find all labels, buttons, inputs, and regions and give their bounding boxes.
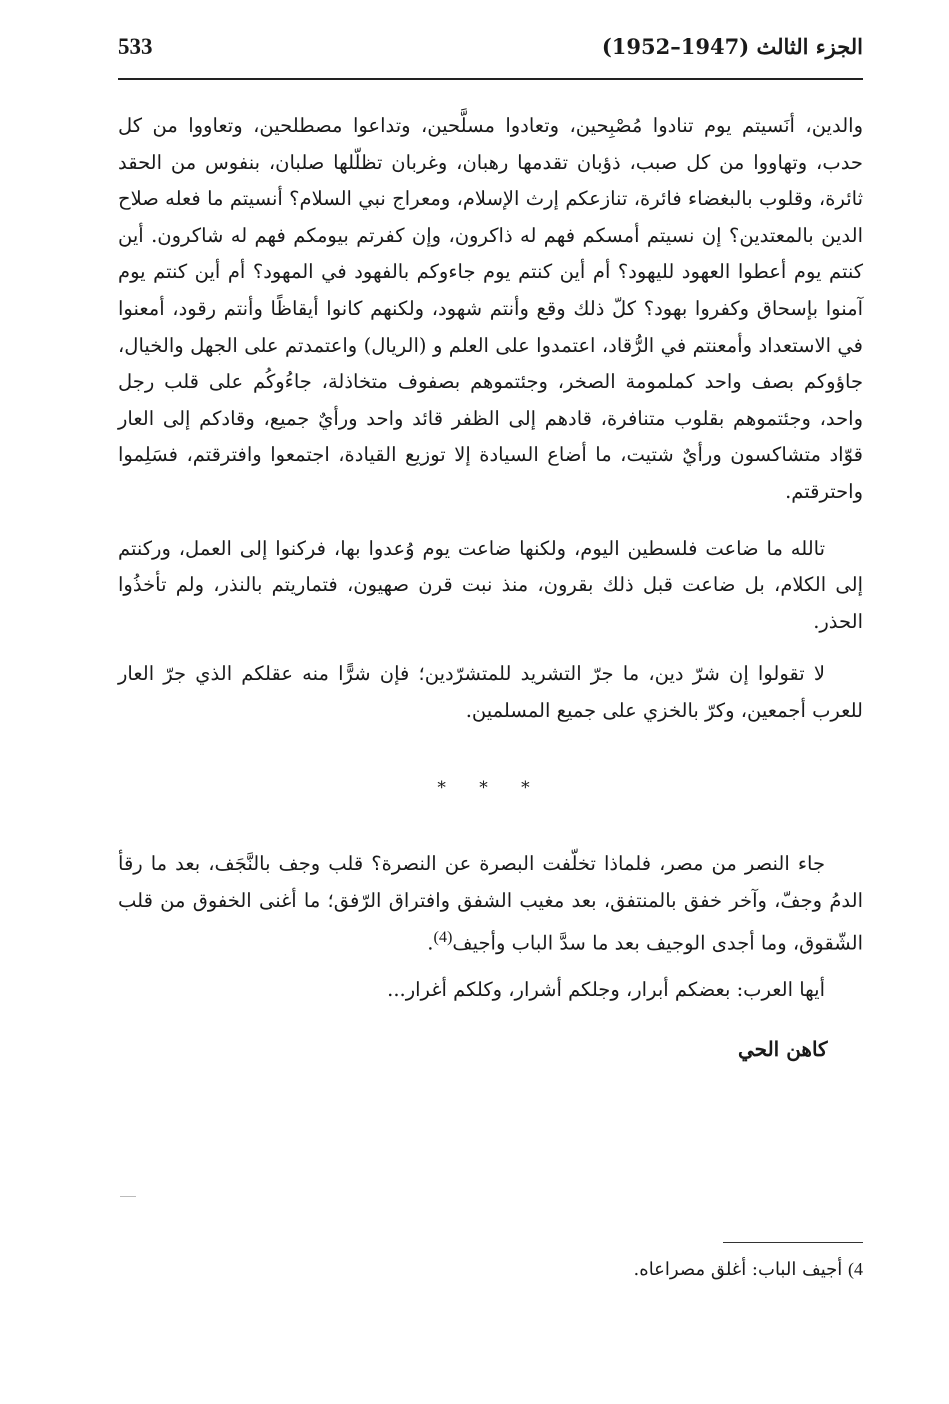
paragraph-5: أيها العرب: بعضكم أبرار، وجلكم أشرار، وكلكم أغرار... <box>387 978 825 1002</box>
footnote <box>118 1254 863 1285</box>
paragraph-4-text: جاء النصر من مصر، فلماذا تخلّفت البصرة عن النصرة؟ قلب وجف بالنَّجَف، بعد ما رقأ الدمُ وجفّ، وآخر خفق بالمنتفق، بعد مغيب الشفق وافتراق الرّفق؛ ما أغنى الخفوق من قلب الشّقوق، وما أجدى الوجيف بعد ما سدَّ الباب وأجيف <box>118 852 863 955</box>
footnote-reference: (4) <box>433 928 453 947</box>
paragraph-3: لا تقولوا إن شرّ دين، ما جرّ التشريد للمتشرّدين؛ فإن شرًّا منه عقلكم الذي جرّ العار للعرب أجمعين، وكرّ بالخزي على جميع المسلمين. <box>118 662 863 722</box>
signature: كاهن الحي <box>738 1036 828 1061</box>
page-header <box>118 30 863 74</box>
paragraph-1: والدين، أنَسيتم يوم تنادوا مُصْبِحين، وتعادوا مسلَّحين، وتداعوا مصطلحين، وتعاووا من كل حدب، وتهاووا من كل صبب، ذؤبان تقدمها رهبان، وغربان تظلّلها صلبان، بنفوس من الحقد ثائرة، وقلوب بالبغضاء فائرة، تنازعكم إرث الإسلام، ومعراج نبي السلام؟ أنسيتم ما فعله صلاح الدين بالمعتدين؟ إن نسيتم أمسكم فهم له ذاكرون، وإن كفرتم بيومكم فهم له شاكرون. أين كنتم يوم أعطوا العهود لليهود؟ أم أين كنتم يوم جاءوكم بالفهود في المهود؟ أم أين كنتم يوم آمنوا بإسحاق وكفروا بهود؟ كلّ ذلك وقع وأنتم شهود، ولكنهم كانوا أيقاظًا وأنتم رقود، أمعنوا في الاستعداد وأمعنتم في الرُّقاد، اعتمدوا على العلم و (الريال) واعتمدتم على الجهل والخيال، جاؤوكم بصف واحد كملمومة الصخر، وجئتموهم بصفوف متخاذلة، جاءُوكُم على قلب رجل واحد، وجئتموهم بقلوب متنافرة، قادهم إلى الظفر قائد واحد ورأيٌ جميع، وقادكم إلى العار قوّاد متشاكسون ورأيٌ شتيت، ما أضاع السيادة إلا توزيع القيادة، اجتمعوا وافترقتم، فسَلِموا واحترقتم. <box>118 114 863 503</box>
paragraph-2: تالله ما ضاعت فلسطين اليوم، ولكنها ضاعت يوم وُعدوا بها، فركنوا إلى العمل، وركنتم إلى الكلام، بل ضاعت قبل ذلك بقرون، منذ نبت قرن صهيون، فتماريتم بالنذر، ولم تأخذُوا الحذر. <box>118 536 863 633</box>
paragraph-4: جاء النصر من مصر، فلماذا تخلّفت البصرة عن النصرة؟ قلب وجف بالنَّجَف، بعد ما رقأ الدمُ وجفّ، وآخر خفق بالمنتفق، بعد مغيب الشفق وافتراق الرّفق؛ ما أغنى الخفوق من قلب الشّقوق، وما أجدى الوجيف بعد ما سدَّ الباب وأجيف$^{(4)}$. <box>118 852 863 955</box>
header-rule <box>118 78 863 80</box>
footnote-number: 4) <box>848 1259 863 1279</box>
margin-mark <box>120 1196 136 1197</box>
page-number: 533 <box>118 34 153 59</box>
footnote-rule <box>723 1242 863 1243</box>
running-title: الجزء الثالث (1947–1952) <box>601 34 863 59</box>
section-separator: * * * <box>437 777 544 798</box>
body-text <box>118 108 863 1068</box>
footnote-text: أجيف الباب: أغلق مصراعاه. <box>633 1259 843 1280</box>
